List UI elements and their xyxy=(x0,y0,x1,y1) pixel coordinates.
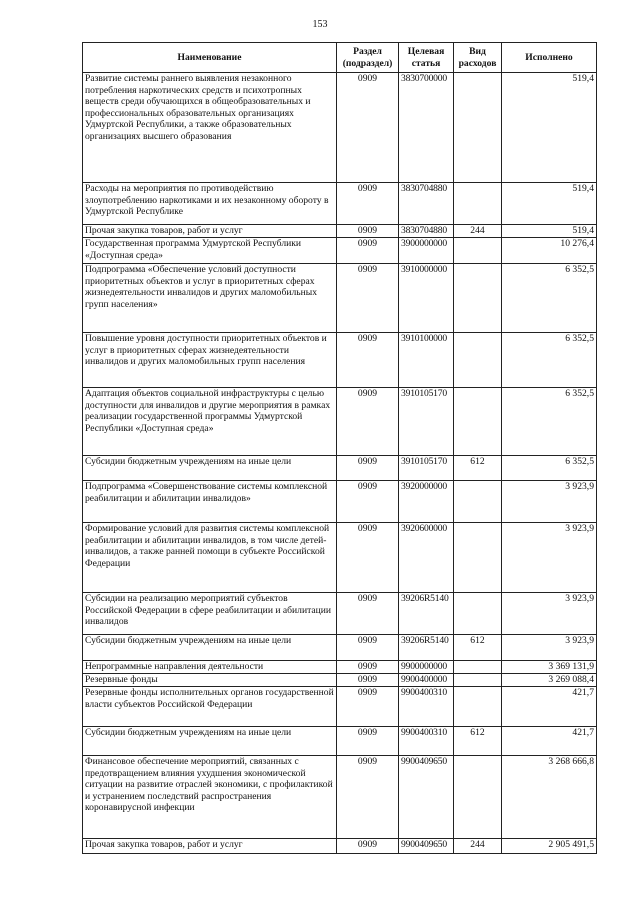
cell-section: 0909 xyxy=(337,238,399,264)
cell-section: 0909 xyxy=(337,333,399,388)
cell-kind xyxy=(454,73,502,183)
table-row xyxy=(83,388,597,456)
cell-amount: 3 269 088,4 xyxy=(502,674,597,687)
cell-name: Повышение уровня доступности приоритетных объектов и услуг в приоритетных сферах жизнедеятельности инвалидов и других маломобильных групп населения xyxy=(83,333,337,388)
cell-amount: 519,4 xyxy=(502,183,597,225)
cell-name: Непрограммные направления деятельности xyxy=(83,661,337,674)
cell-section: 0909 xyxy=(337,839,399,854)
budget-table xyxy=(82,42,597,854)
cell-section: 0909 xyxy=(337,73,399,183)
cell-target: 9900400000 xyxy=(399,674,454,687)
cell-section: 0909 xyxy=(337,264,399,333)
cell-section: 0909 xyxy=(337,635,399,661)
cell-kind xyxy=(454,238,502,264)
cell-kind xyxy=(454,661,502,674)
cell-kind xyxy=(454,756,502,839)
cell-kind: 244 xyxy=(454,839,502,854)
table-row xyxy=(83,456,597,481)
cell-name: Резервные фонды xyxy=(83,674,337,687)
page-number: 153 xyxy=(312,19,328,30)
cell-kind xyxy=(454,481,502,523)
cell-section: 0909 xyxy=(337,593,399,635)
cell-name: Субсидии бюджетным учреждениям на иные цели xyxy=(83,635,337,661)
cell-name: Адаптация объектов социальной инфраструктуры с целью доступности для инвалидов и другие мероприятия в рамках реализации государственной программы Удмуртской Республики «Доступная среда» xyxy=(83,388,337,456)
cell-target: 3830704880 xyxy=(399,183,454,225)
cell-amount: 421,7 xyxy=(502,687,597,727)
cell-target: 3920000000 xyxy=(399,481,454,523)
cell-name: Расходы на мероприятия по противодействию злоупотреблению наркотиками и их незаконному обороту в Удмуртской Республике xyxy=(83,183,337,225)
cell-amount: 3 923,9 xyxy=(502,635,597,661)
cell-target: 9900409650 xyxy=(399,839,454,854)
cell-target: 3830704880 xyxy=(399,225,454,238)
cell-amount: 3 268 666,8 xyxy=(502,756,597,839)
cell-target: 39206R5140 xyxy=(399,635,454,661)
cell-kind xyxy=(454,687,502,727)
cell-target: 3830700000 xyxy=(399,73,454,183)
cell-name: Подпрограмма «Совершенствование системы комплексной реабилитации и абилитации инвалидов» xyxy=(83,481,337,523)
table-row xyxy=(83,687,597,727)
cell-section: 0909 xyxy=(337,523,399,593)
table-row xyxy=(83,727,597,756)
cell-section: 0909 xyxy=(337,727,399,756)
table-row xyxy=(83,661,597,674)
cell-amount: 421,7 xyxy=(502,727,597,756)
cell-amount: 3 923,9 xyxy=(502,523,597,593)
cell-amount: 3 923,9 xyxy=(502,481,597,523)
cell-kind xyxy=(454,333,502,388)
cell-section: 0909 xyxy=(337,456,399,481)
cell-amount: 2 905 491,5 xyxy=(502,839,597,854)
header-amount: Исполнено xyxy=(502,43,597,73)
cell-kind xyxy=(454,523,502,593)
table-row xyxy=(83,481,597,523)
cell-name: Финансовое обеспечение мероприятий, связанных с предотвращением влияния ухудшения экономической ситуации на развитие отраслей экономики, с профилактикой и устранением последствий распространения коронавирусной инфекции xyxy=(83,756,337,839)
cell-amount: 3 369 131,9 xyxy=(502,661,597,674)
cell-name: Резервные фонды исполнительных органов государственной власти субъектов Российской Федерации xyxy=(83,687,337,727)
cell-section: 0909 xyxy=(337,756,399,839)
header-section: Раздел (подраздел) xyxy=(337,43,399,73)
cell-target: 9900409650 xyxy=(399,756,454,839)
table-row xyxy=(83,333,597,388)
cell-kind: 612 xyxy=(454,635,502,661)
table-row xyxy=(83,73,597,183)
cell-amount: 6 352,5 xyxy=(502,264,597,333)
cell-name: Субсидии на реализацию мероприятий субъектов Российской Федерации в сфере реабилитации и абилитации инвалидов xyxy=(83,593,337,635)
cell-amount: 3 923,9 xyxy=(502,593,597,635)
cell-name: Прочая закупка товаров, работ и услуг xyxy=(83,839,337,854)
cell-target: 3910105170 xyxy=(399,456,454,481)
header-kind: Вид расходов xyxy=(454,43,502,73)
table-row xyxy=(83,839,597,854)
table-row xyxy=(83,238,597,264)
cell-target: 3910000000 xyxy=(399,264,454,333)
cell-section: 0909 xyxy=(337,183,399,225)
table-row xyxy=(83,756,597,839)
cell-amount: 6 352,5 xyxy=(502,388,597,456)
table-row xyxy=(83,225,597,238)
cell-kind xyxy=(454,264,502,333)
cell-section: 0909 xyxy=(337,481,399,523)
cell-name: Субсидии бюджетным учреждениям на иные цели xyxy=(83,727,337,756)
cell-target: 9900400310 xyxy=(399,727,454,756)
cell-target: 3910100000 xyxy=(399,333,454,388)
header-row xyxy=(83,43,597,73)
cell-name: Развитие системы раннего выявления незаконного потребления наркотических средств и психотропных веществ среди обучающихся в общеобразовательных и профессиональных образовательных организациях Удмуртской Республики, а также образовательных организациях высшего образования xyxy=(83,73,337,183)
cell-target: 3910105170 xyxy=(399,388,454,456)
cell-name: Прочая закупка товаров, работ и услуг xyxy=(83,225,337,238)
cell-name: Государственная программа Удмуртской Республики «Доступная среда» xyxy=(83,238,337,264)
cell-amount: 519,4 xyxy=(502,73,597,183)
cell-amount: 10 276,4 xyxy=(502,238,597,264)
cell-target: 9900400310 xyxy=(399,687,454,727)
cell-name: Формирование условий для развития системы комплексной реабилитации и абилитации инвалидов, в том числе детей-инвалидов, а также ранней помощи в субъекте Российской Федерации xyxy=(83,523,337,593)
cell-name: Субсидии бюджетным учреждениям на иные цели xyxy=(83,456,337,481)
cell-amount: 6 352,5 xyxy=(502,456,597,481)
cell-kind xyxy=(454,674,502,687)
cell-name: Подпрограмма «Обеспечение условий доступности приоритетных объектов и услуг в приоритетных сферах жизнедеятельности инвалидов и других маломобильных групп населения» xyxy=(83,264,337,333)
cell-target: 3920600000 xyxy=(399,523,454,593)
cell-section: 0909 xyxy=(337,687,399,727)
cell-target: 3900000000 xyxy=(399,238,454,264)
table-row xyxy=(83,523,597,593)
cell-kind: 244 xyxy=(454,225,502,238)
cell-kind: 612 xyxy=(454,727,502,756)
cell-target: 9900000000 xyxy=(399,661,454,674)
table-row xyxy=(83,674,597,687)
cell-section: 0909 xyxy=(337,225,399,238)
header-name: Наименование xyxy=(83,43,337,73)
cell-section: 0909 xyxy=(337,388,399,456)
cell-section: 0909 xyxy=(337,674,399,687)
cell-kind xyxy=(454,388,502,456)
cell-kind: 612 xyxy=(454,456,502,481)
table-row xyxy=(83,183,597,225)
cell-kind xyxy=(454,593,502,635)
header-target: Целевая статья xyxy=(399,43,454,73)
cell-target: 39206R5140 xyxy=(399,593,454,635)
table-row xyxy=(83,593,597,635)
cell-section: 0909 xyxy=(337,661,399,674)
cell-kind xyxy=(454,183,502,225)
table-row xyxy=(83,264,597,333)
cell-amount: 519,4 xyxy=(502,225,597,238)
cell-amount: 6 352,5 xyxy=(502,333,597,388)
table-row xyxy=(83,635,597,661)
